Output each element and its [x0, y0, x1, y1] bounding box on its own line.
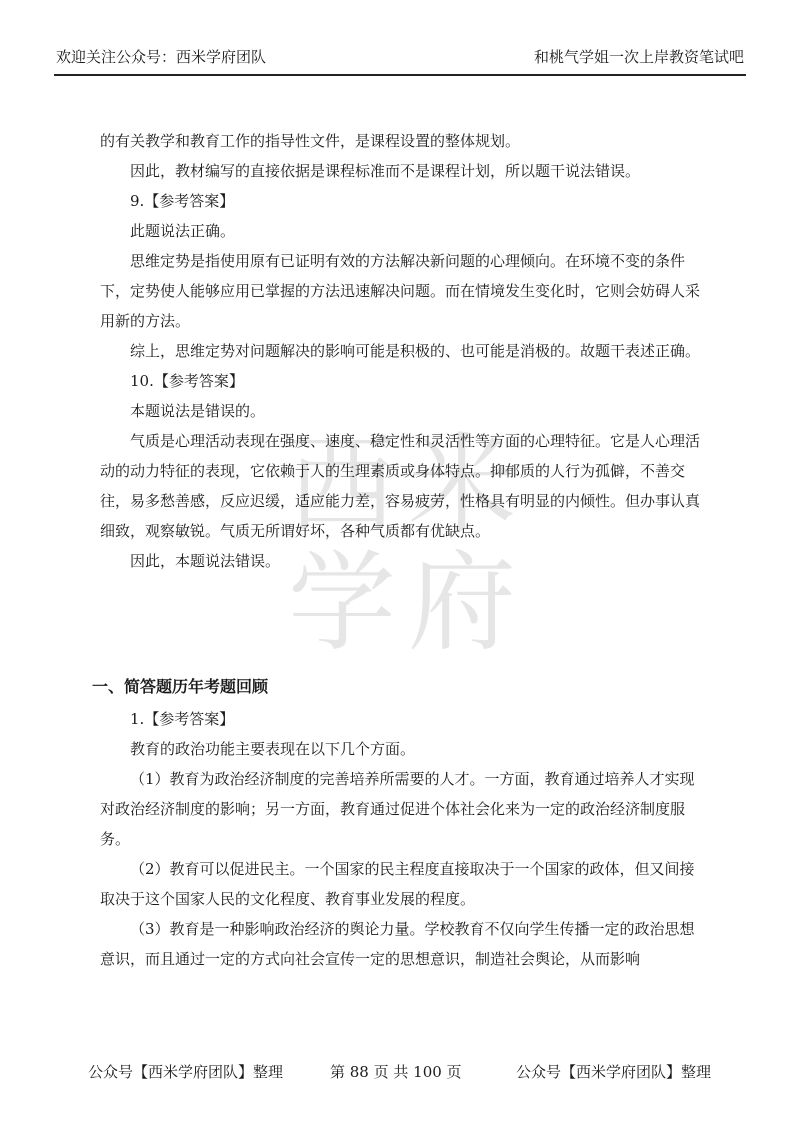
page-header: [54, 44, 746, 76]
watermark-char: 西: [287, 423, 396, 548]
watermark-char: 学: [287, 541, 396, 666]
page-number: 第 88 页 共 100 页: [330, 1063, 462, 1081]
answer-heading: 10.【参考答案】: [130, 372, 244, 390]
section-title: 一、简答题历年考题回顾: [92, 677, 269, 696]
paragraph: 此题说法正确。: [130, 222, 236, 240]
paragraph: 教育的政治功能主要表现在以下几个方面。: [130, 740, 416, 758]
body-text: [100, 126, 700, 576]
paragraph: 因此，教材编写的直接依据是课程标准而不是课程计划，所以题干说法错误。: [130, 162, 641, 180]
paragraph: 思维定势是指使用原有已证明有效的方法解决新问题的心理倾向。在环境不变的条件下，定势使人能够应用已掌握的方法迅速解决问题。而在情境发生变化时，它则会妨碍人采用新的方法。: [100, 252, 701, 330]
paragraph: （2）教育可以促进民主。一个国家的民主程度直接取决于一个国家的政体，但又间接取决于这个国家人民的文化程度、教育事业发展的程度。: [100, 860, 695, 908]
answer-heading: 1.【参考答案】: [130, 710, 235, 728]
paragraph: 的有关教学和教育工作的指导性文件，是课程设置的整体规划。: [100, 132, 521, 150]
answer-heading: 9.【参考答案】: [130, 192, 235, 210]
footer-left-text: 公众号【西米学府团队】整理: [88, 1063, 284, 1081]
paragraph: 因此，本题说法错误。: [130, 552, 281, 570]
watermark-char: 府: [407, 541, 516, 666]
paragraph: 本题说法是错误的。: [130, 402, 266, 420]
section-body-text: [100, 704, 700, 974]
watermark-char: 米: [407, 423, 516, 548]
paragraph: 综上，思维定势对问题解决的影响可能是积极的、也可能是消极的。故题干表述正确。: [130, 342, 701, 360]
header-right-text: 和桃气学姐一次上岸教资笔试吧: [533, 48, 744, 66]
paragraph: 气质是心理活动表现在强度、速度、稳定性和灵活性等方面的心理特征。它是人心理活动的动力特征的表现，它依赖于人的生理素质或身体特点。抑郁质的人行为孤僻，不善交往，易多愁善感，反应迟缓，适应能力差，容易疲劳，性格具有明显的内倾性。但办事认真细致，观察敏锐。气质无所谓好坏，各种气质都有优缺点。: [100, 432, 701, 540]
header-left-text: 欢迎关注公众号：西米学府团队: [56, 48, 267, 66]
paragraph: （1）教育为政治经济制度的完善培养所需要的人才。一方面，教育通过培养人才实现对政治经济制度的影响；另一方面，教育通过促进个体社会化来为一定的政治经济制度服务。: [100, 770, 695, 848]
paragraph: （3）教育是一种影响政治经济的舆论力量。学校教育不仅向学生传播一定的政治思想意识，而且通过一定的方式向社会宣传一定的思想意识，制造社会舆论，从而影响: [100, 920, 695, 968]
page-footer: [0, 1060, 800, 1084]
footer-right-text: 公众号【西米学府团队】整理: [516, 1063, 712, 1081]
